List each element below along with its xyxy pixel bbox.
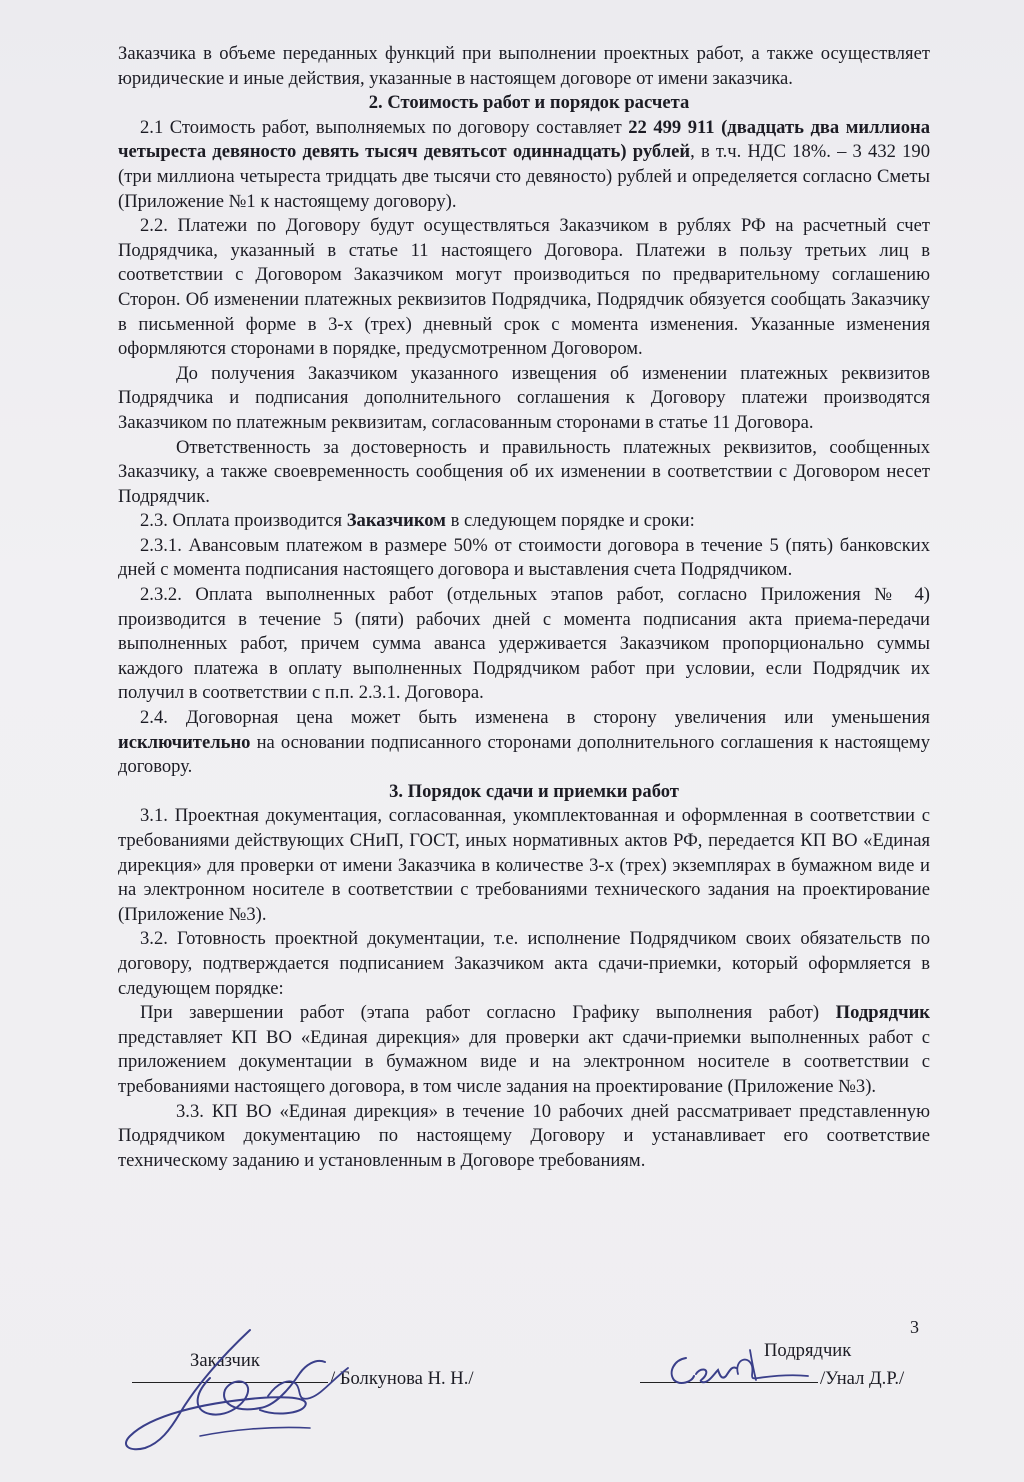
document-body (118, 42, 930, 1173)
intro-paragraph: Заказчика в объеме переданных функций при выполнении проектных работ, а также осуществляет юридические и иные действия, указанные в настоящем договоре от имени заказчика. (118, 43, 930, 89)
clause-2-1-text: 2.1 Стоимость работ, выполняемых по договору составляет (140, 116, 629, 138)
clause-2-4-text: 2.4. Договорная цена может быть изменена в сторону увеличения или уменьшения (140, 707, 930, 729)
paragraph-completion-text: При завершении работ (этапа работ согласно Графику выполнения работ) (140, 1002, 836, 1024)
clause-3-3: 3.3. КП ВО «Единая дирекция» в течение 10 рабочих дней рассматривает представленную Подрядчиком документацию по настоящему Договору и устанавливает его соответствие техническому заданию и установленным в Договоре требованиям. (118, 1100, 930, 1171)
paragraph-until-notice: До получения Заказчиком указанного извещения об изменении платежных реквизитов Подрядчика и подписания дополнительного соглашения к Договору платежи производятся Заказчиком по платежным реквизитам, согласованным сторонами в статье 11 Договора. (118, 362, 930, 433)
clause-2-2: 2.2. Платежи по Договору будут осуществляться Заказчиком в рублях РФ на расчетный счет Подрядчика, указанный в статье 11 настоящего Договора. Платежи в пользу третьих лиц в соответствии с Договором Заказчиком могут производиться по предварительному соглашению Сторон. Об изменении платежных реквизитов Подрядчика, Подрядчик обязуется сообщать Заказчику в письменной форме в 3-х (трех) дневный срок с момента изменения. Указанные изменения оформляются сторонами в порядке, предусмотренном Договором. (118, 215, 930, 360)
customer-handwritten-signature (100, 1318, 360, 1458)
paragraph-completion-bold: Подрядчик (835, 1002, 930, 1024)
contractor-name: /Унал Д.Р./ (820, 1368, 905, 1389)
clause-2-3-2: 2.3.2. Оплата выполненных работ (отдельных этапов работ, согласно Приложения № 4) производится в течение 5 (пяти) рабочих дней с момента подписания акта приема-передачи выполненных работ, причем сумма аванса удерживается Заказчиком пропорционально суммы каждого платежа в оплату выполненных Подрядчиком работ при условии, если Подрядчик их получил в соответствии с п.п. 2.3.1. Договора. (118, 584, 930, 704)
clause-2-4 (118, 706, 930, 780)
paragraph-completion (118, 1001, 930, 1099)
page-number: 3 (910, 1317, 919, 1337)
clause-2-3-bold: Заказчиком (346, 510, 446, 532)
section-3-heading: 3. Порядок сдачи и приемки работ (389, 780, 679, 802)
section-2-heading: 2. Стоимость работ и порядок расчета (368, 92, 690, 114)
clause-2-1 (118, 116, 930, 214)
customer-label: Заказчик (190, 1350, 260, 1371)
paragraph-completion-text-end: представляет КП ВО «Единая дирекция» для проверки акт сдачи-приемки выполненных работ с приложением документации в бумажном виде и на электронном носителе в соответствии с требованиями настоящего договора, в том числе задания на проектирование (Приложение №3). (118, 1026, 930, 1097)
contractor-handwritten-signature (662, 1340, 812, 1400)
paragraph-responsibility: Ответственность за достоверность и правильность платежных реквизитов, сообщенных Заказчику, а также своевременность сообщения об их изменении в соответствии с Договором несет Подрядчик. (118, 436, 930, 507)
clause-2-4-text-end: на основании подписанного сторонами дополнительного соглашения к настоящему договору. (118, 731, 930, 778)
clause-3-1: 3.1. Проектная документация, согласованная, укомплектованная и оформленная в соответствии с требованиями действующих СНиП, ГОСТ, иных нормативных актов РФ, передается КП ВО «Единая дирекция» для проверки от имени Заказчика в количестве 3-х (трех) экземплярах в бумажном виде и на электронном носителе в соответствии с требованиями технического задания на проектирование (Приложение №3). (118, 805, 930, 925)
clause-2-3-text: 2.3. Оплата производится (140, 510, 347, 532)
contractor-label: Подрядчик (764, 1340, 852, 1361)
clause-2-1-amount: 22 499 911 (двадцать два миллиона четыреста девяносто девять тысяч девятьсот одиннадцать) рублей (118, 116, 930, 163)
customer-name: / Болкунова Н. Н./ (330, 1368, 474, 1389)
clause-2-3 (118, 509, 930, 534)
clause-2-4-bold: исключительно (118, 731, 251, 753)
clause-2-1-text-end: , в т.ч. НДС 18%. – 3 432 190 (три миллиона четыреста тридцать две тысячи сто девяносто) рублей и определяется согласно Сметы (Приложение №1 к настоящему договору). (118, 141, 930, 212)
clause-3-2: 3.2. Готовность проектной документации, т.е. исполнение Подрядчиком своих обязательств по договору, подтверждается подписанием Заказчиком акта сдачи-приемки, который оформляется в следующем порядке: (118, 928, 930, 999)
clause-2-3-text-end: в следующем порядке и сроки: (445, 510, 695, 532)
clause-2-3-1: 2.3.1. Авансовым платежом в размере 50% от стоимости договора в течение 5 (пять) банковских дней с момента подписания настоящего договора и выставления счета Подрядчиком. (118, 534, 930, 581)
